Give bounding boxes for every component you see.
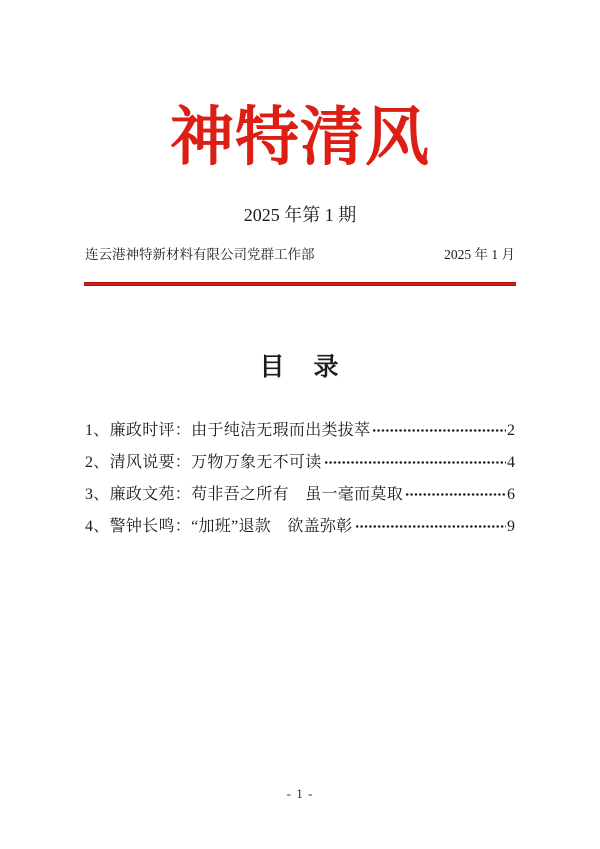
masthead-divider xyxy=(84,282,516,286)
toc-leader-dots xyxy=(372,420,506,441)
org-name: 连云港神特新材料有限公司党群工作部 xyxy=(85,247,315,262)
toc-item-label: 1、廉政时评：由于纯洁无瑕而出类拔萃 xyxy=(85,422,371,439)
toc-item xyxy=(85,484,515,505)
toc-item xyxy=(85,452,515,473)
toc-item xyxy=(85,516,515,537)
toc-item-label: 3、廉政文苑：苟非吾之所有 虽一毫而莫取 xyxy=(85,486,404,503)
issue-date: 2025 年 1 月 xyxy=(444,247,515,262)
toc-leader-dots xyxy=(405,484,506,505)
toc-page-number: 9 xyxy=(507,518,515,535)
toc-list xyxy=(85,420,515,548)
toc-item-label: 4、警钟长鸣：“加班”退款 欲盖弥彰 xyxy=(85,518,353,535)
toc-page-number: 2 xyxy=(507,422,515,439)
toc-item xyxy=(85,420,515,441)
page-number: - 1 - xyxy=(286,786,314,801)
toc-leader-dots xyxy=(324,452,506,473)
toc-page-number: 4 xyxy=(507,454,515,471)
masthead-info-row xyxy=(85,246,515,264)
toc-page-number: 6 xyxy=(507,486,515,503)
toc-heading: 目 录 xyxy=(259,354,341,381)
toc-item-label: 2、清风说要：万物万象无不可读 xyxy=(85,454,322,471)
issue-number: 2025 年第 1 期 xyxy=(243,205,357,225)
newsletter-title: 神特清风 xyxy=(170,102,430,173)
toc-leader-dots xyxy=(355,516,506,537)
